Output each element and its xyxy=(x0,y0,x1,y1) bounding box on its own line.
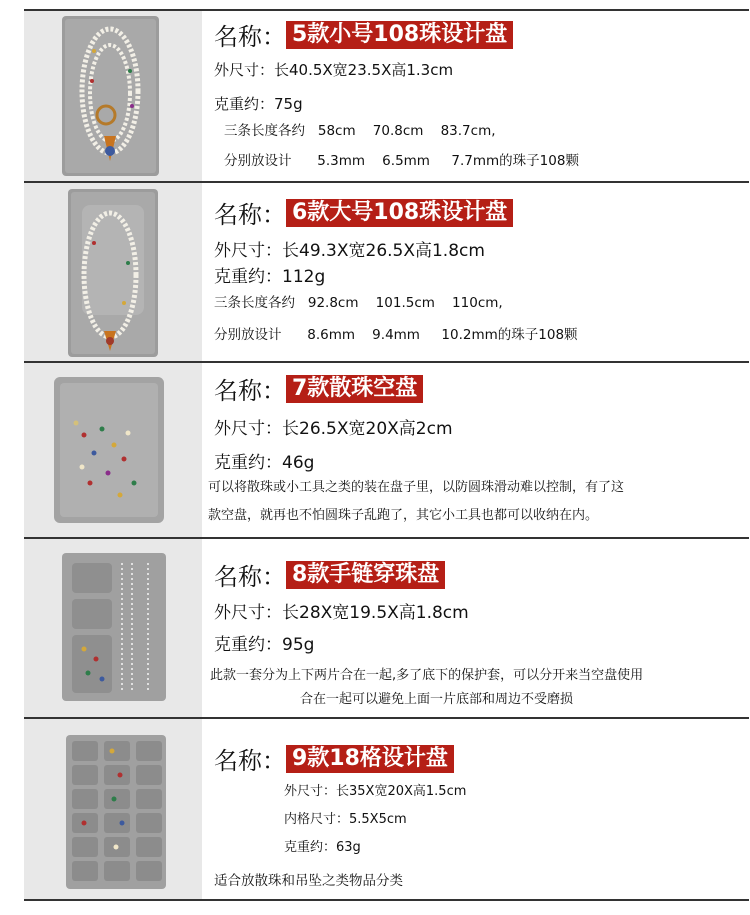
product-photo-6 xyxy=(24,183,202,361)
weight: 克重约：75g xyxy=(214,95,303,113)
name-label: 名称： xyxy=(214,23,286,51)
product-name: 7款散珠空盘 xyxy=(286,375,423,403)
product-row-9 xyxy=(24,719,749,899)
product-info-7 xyxy=(202,363,749,537)
product-info-8 xyxy=(202,539,749,717)
product-photo-8 xyxy=(24,539,202,717)
product-info-6 xyxy=(202,183,749,361)
product-name: 8款手链穿珠盘 xyxy=(286,561,445,589)
product-name: 6款大号108珠设计盘 xyxy=(286,199,513,227)
outer-size: 外尺寸：长26.5X宽20X高2cm xyxy=(214,419,453,439)
product-name: 5款小号108珠设计盘 xyxy=(286,21,513,49)
name-label: 名称： xyxy=(214,201,286,229)
product-photo-5 xyxy=(24,11,202,181)
inner-size: 内格尺寸：5.5X5cm xyxy=(284,812,407,827)
product-row-7 xyxy=(24,363,749,539)
product-info-9 xyxy=(202,719,749,899)
outer-size: 外尺寸：长40.5X宽23.5X高1.3cm xyxy=(214,61,454,79)
product-name: 9款18格设计盘 xyxy=(286,745,454,773)
product-photo-7 xyxy=(24,363,202,537)
strand-lengths: 三条长度各约 92.8cm 101.5cm 110cm, xyxy=(214,295,503,311)
product-sheet xyxy=(24,9,749,901)
bead-sizes: 分别放设计 8.6mm 9.4mm 10.2mm的珠子108颗 xyxy=(214,327,578,343)
name-label: 名称： xyxy=(214,377,286,405)
product-row-8 xyxy=(24,539,749,719)
outer-size: 外尺寸：长35X宽20X高1.5cm xyxy=(284,784,467,799)
weight: 克重约：63g xyxy=(284,840,361,855)
weight: 克重约：46g xyxy=(214,453,315,473)
weight: 克重约：95g xyxy=(214,635,315,655)
description: 适合放散珠和吊坠之类物品分类 xyxy=(214,873,403,889)
description-line-2: 款空盘，就再也不怕圆珠子乱跑了，其它小工具也都可以收纳在内。 xyxy=(208,508,599,523)
product-row-5 xyxy=(24,11,749,183)
description-line-2: 合在一起可以避免上面一片底部和周边不受磨损 xyxy=(300,692,574,707)
strand-lengths: 三条长度各约 58cm 70.8cm 83.7cm, xyxy=(224,123,496,139)
product-photo-9 xyxy=(24,719,202,899)
outer-size: 外尺寸：长49.3X宽26.5X高1.8cm xyxy=(214,241,485,261)
bead-sizes: 分别放设计 5.3mm 6.5mm 7.7mm的珠子108颗 xyxy=(224,153,579,169)
outer-size: 外尺寸：长28X宽19.5X高1.8cm xyxy=(214,603,469,623)
description-line-1: 可以将散珠或小工具之类的装在盘子里，以防圆珠滑动难以控制，有了这 xyxy=(208,480,625,495)
product-row-6 xyxy=(24,183,749,363)
description-line-1: 此款一套分为上下两片合在一起,多了底下的保护套，可以分开来当空盘使用 xyxy=(210,668,644,683)
name-label: 名称： xyxy=(214,563,286,591)
weight: 克重约：112g xyxy=(214,267,326,287)
name-label: 名称： xyxy=(214,747,286,775)
product-info-5 xyxy=(202,11,749,181)
